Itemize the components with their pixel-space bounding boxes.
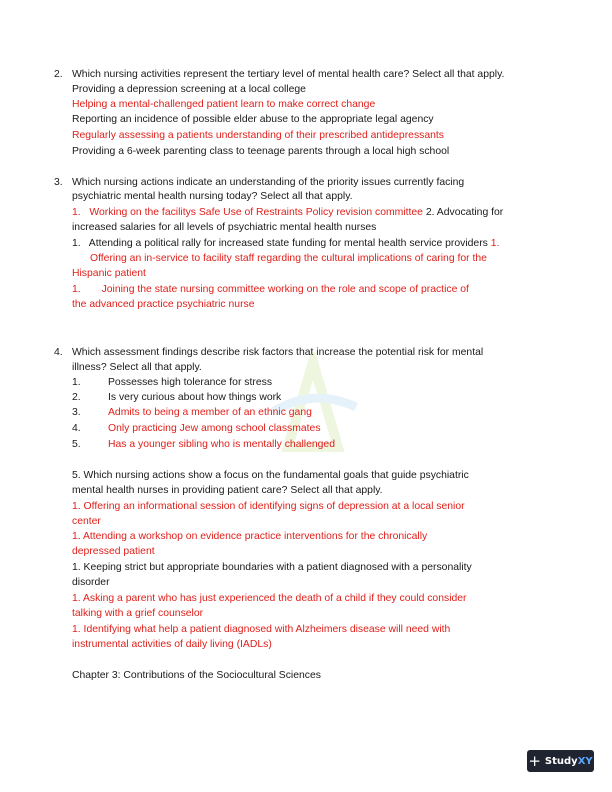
q5-option-correct: talking with a grief counselor — [72, 608, 204, 619]
q3-option: 2. Advocating for — [425, 207, 504, 218]
q2-option: Providing a depression screening at a local college — [72, 84, 306, 95]
q5-option-correct: 1. Attending a workshop on evidence practice interventions for the chronically — [72, 531, 428, 542]
q3-option-correct: Offering an in-service to facility staff regarding the cultural implications of caring for the — [90, 253, 487, 264]
q4-option-correct: Has a younger sibling who is mentally challenged — [108, 439, 335, 450]
q4-option-correct: Admits to being a member of an ethnic gang — [108, 407, 312, 418]
q3-option-number: 1. — [72, 238, 81, 249]
q5-option-correct: center — [72, 516, 101, 527]
q3-option-number: 1. — [72, 207, 81, 218]
studyxy-badge[interactable] — [527, 750, 594, 772]
q3-stem: psychiatric mental health nursing today? Select all that apply. — [72, 191, 353, 202]
q3-option-row — [72, 206, 503, 219]
q5-option-correct: depressed patient — [72, 546, 155, 557]
q2-stem: Which nursing activities represent the tertiary level of mental health care? Select all that apply. — [72, 69, 505, 80]
q5-option-correct: instrumental activities of daily living (IADLs) — [72, 639, 272, 650]
q3-number: 3. — [54, 177, 63, 188]
q4-option-correct: Only practicing Jew among school classmates — [108, 423, 321, 434]
q4-option: Is very curious about how things work — [108, 392, 282, 403]
plus-icon: + — [528, 751, 541, 770]
q5-option: 1. Keeping strict but appropriate boundaries with a patient diagnosed with a personality — [72, 562, 472, 573]
chapter-heading: Chapter 3: Contributions of the Sociocultural Sciences — [72, 670, 321, 681]
q4-stem: Which assessment findings describe risk factors that increase the potential risk for mental — [72, 347, 484, 358]
q4-stem: illness? Select all that apply. — [72, 362, 202, 373]
q3-option-correct: the advanced practice psychiatric nurse — [72, 299, 255, 310]
q4-option-number: 5. — [72, 439, 81, 450]
q4-option-number: 2. — [72, 392, 81, 403]
q3-option-correct: Joining the state nursing committee working on the role and scope of practice of — [101, 284, 469, 295]
q3-option: Attending a political rally for increased state funding for mental health service providers — [88, 238, 488, 249]
q5-stem: 5. Which nursing actions show a focus on the fundamental goals that guide psychiatric — [72, 470, 469, 481]
q2-option-correct: Helping a mental-challenged patient learn to make correct change — [72, 99, 376, 110]
q3-option-row — [72, 237, 499, 250]
q3-option-number: 1. — [72, 284, 81, 295]
q3-option-cont: increased salaries for all levels of psychiatric mental health nurses — [72, 222, 377, 233]
q2-number: 2. — [54, 69, 63, 80]
q4-option-number: 4. — [72, 423, 81, 434]
q2-option-correct: Regularly assessing a patients understanding of their prescribed antidepressants — [72, 130, 444, 141]
q3-option-number: 1. — [490, 238, 500, 249]
q2-option: Reporting an incidence of possible elder abuse to the appropriate legal agency — [72, 114, 434, 125]
q3-option-correct: Hispanic patient — [72, 268, 146, 279]
q3-option-correct: Working on the facilitys Safe Use of Restraints Policy revision committee — [89, 207, 423, 218]
q4-option-number: 3. — [72, 407, 81, 418]
badge-study-text: Study — [544, 755, 578, 767]
q4-option: Possesses high tolerance for stress — [108, 377, 273, 388]
q2-option: Providing a 6-week parenting class to teenage parents through a local high school — [72, 146, 450, 157]
q3-option-row — [72, 283, 469, 296]
q3-stem: Which nursing actions indicate an understanding of the priority issues currently facing — [72, 177, 465, 188]
q5-option-correct: 1. Offering an informational session of identifying signs of depression at a local senior — [72, 501, 465, 512]
q5-option-correct: 1. Identifying what help a patient diagnosed with Alzheimers disease will need with — [72, 624, 451, 635]
q5-option-correct: 1. Asking a parent who has just experienced the death of a child if they could consider — [72, 593, 467, 604]
q5-stem: mental health nurses in providing patient care? Select all that apply. — [72, 485, 383, 496]
q4-number: 4. — [54, 347, 63, 358]
badge-xy-text: XY — [577, 755, 593, 767]
q5-option: disorder — [72, 577, 110, 588]
q4-option-number: 1. — [72, 377, 81, 388]
